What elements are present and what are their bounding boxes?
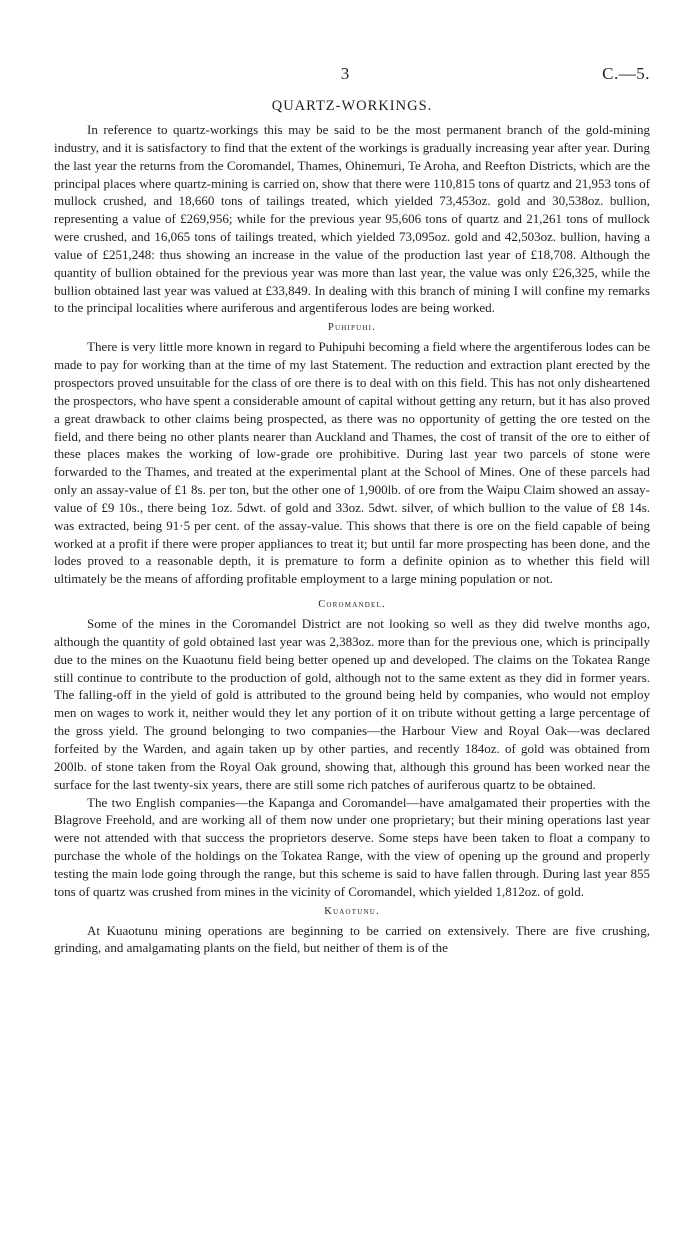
subheading-coromandel: Coromandel.: [318, 599, 386, 611]
paragraph-coromandel-1: Some of the mines in the Coromandel District are not looking so well as they did twelve months ago, although the quantity of gold obtained last year was 2,383oz. more than for the previous one, which is principally due to the mines on the Kuaotunu field being better opened up and developed. The claims on the Tokatea Range still continue to contribute to the production of gold, although not to the same extent as they did in former years. The falling-off in the yield of gold is attributed to the ground being held by companies, who would not employ men on wages to work it, neither would they let any portion of it on tribute without getting a large percentage of the gross yield. The ground belonging to two companies—the Harbour View and Royal Oak—was declared forfeited by the Warden, and again taken up by other parties, and recently 184oz. of gold was obtained from 200lb. of stone taken from the Royal Oak ground, showing that, although this ground has been worked near the surface for the last twenty-six years, there are still some rich patches of auriferous quartz to be obtained.: [54, 616, 650, 792]
body-text: [54, 98, 650, 957]
paragraph-coromandel-2: The two English companies—the Kapanga and Coromandel—have amalgamated their properties with the Blagrove Freehold, and are working all of them now under one proprietary; but their mining operations last year were not attended with that success the proprietors deserve. Some steps have been taken to float a company to purchase the whole of the holdings on the Tokatea Range, with the view of opening up the ground and properly testing the main lode going through the range, but this scheme is said to have fallen through. During last year 855 tons of quartz was crushed from mines in the vicinity of Coromandel, which yielded 1,812oz. of gold.: [54, 794, 650, 899]
paragraph-intro: In reference to quartz-workings this may be said to be the most permanent branch of the gold-mining industry, and it is satisfactory to find that the extent of the workings is gradually increasing year after year. During the last year the returns from the Coromandel, Thames, Ohinemuri, Te Aroha, and Reefton Districts, which are the principal places where quartz-mining is carried on, show that there were 110,815 tons of quartz and 21,953 tons of mullock crushed, and 18,660 tons of tailings treated, which yielded 73,453oz. gold and 30,538oz. bullion, representing a value of £269,956; while for the previous year 95,606 tons of quartz and 21,261 tons of mullock were crushed, and 16,065 tons of tailings treated, which yielded 73,095oz. gold and 42,503oz. bullion, having a value of £251,248: thus showing an increase in the value of the production last year of £18,708. Although the quantity of bullion obtained for the previous year was more than last year, the value was only £26,325, while the bullion obtained last year was valued at £33,849. In dealing with this branch of mining I will confine my remarks to the principal localities where auriferous and argentiferous lodes are being worked.: [54, 122, 650, 316]
series-reference: C.—5.: [602, 64, 650, 83]
paragraph-kuaotunu: At Kuaotunu mining operations are beginning to be carried on extensively. There are five crushing, grinding, and amalgamating plants on the field, but neither of them is of the: [54, 922, 650, 956]
paragraph-puhipuhi: There is very little more known in regard to Puhipuhi becoming a field where the argentiferous lodes can be made to pay for working than at the time of my last Statement. The reduction and extraction plant erected by the prospectors proved unsuitable for the class of ore there is to deal with on this field. This has not only disheartened the prospectors, who have spent a considerable amount of capital without getting any return, but it has also proved a great drawback to other claims being prospected, as there was no opportunity of getting the ore tested on the field, and there being no other plants nearer than Auckland and Thames, the cost of transit of the ore to either of these places makes the working of low-grade ore prohibitive. During last year two parcels of stone were forwarded to the Thames, and treated at the experimental plant at the School of Mines. One of these parcels had only an assay-value of £1 8s. per ton, but the other one of 1,900lb. of ore from the Waipu Claim showed an assay-value of £9 10s., there being 1oz. 5dwt. of gold and 33oz. 5dwt. silver, of which bullion to the value of £8 14s. was extracted, being 91·5 per cent. of the assay-value. This shows that there is ore on the field capable of being worked at a profit if there were proper appliances to treat it; but until far more prospecting has been done, and the lodes proved to a reasonable depth, it is premature to form a definite opinion as to whether this field will ultimately be the means of affording profitable employment to a large mining population or not.: [54, 339, 650, 587]
page-number: 3: [340, 64, 350, 83]
subheading-puhipuhi: Puhipuhi.: [327, 322, 377, 334]
section-title-quartz-workings: QUARTZ-WORKINGS.: [271, 98, 433, 114]
subheading-kuaotunu: Kuaotunu.: [324, 905, 380, 917]
